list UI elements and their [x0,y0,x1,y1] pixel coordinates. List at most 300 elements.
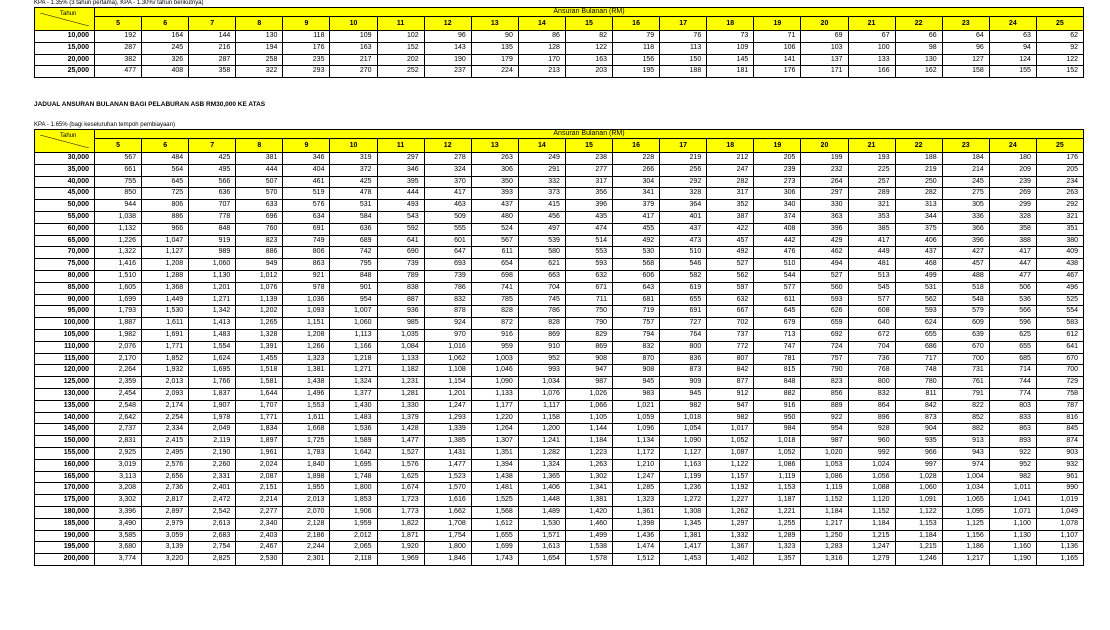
installment-cell: 205 [1036,164,1083,176]
installment-cell: 381 [236,153,283,165]
installment-cell: 322 [236,66,283,78]
year-header-cell: 23 [942,17,989,31]
year-header-cell: 7 [189,139,236,153]
installment-cell: 179 [471,54,518,66]
installment-cell: 670 [1036,353,1083,365]
amount-cell: 95,000 [35,306,95,318]
installment-cell: 193 [848,153,895,165]
installment-cell: 724 [801,341,848,353]
installment-cell: 566 [189,176,236,188]
installment-cell: 1,822 [377,518,424,530]
installment-cell: 190 [424,54,471,66]
amount-cell: 165,000 [35,471,95,483]
installment-cell: 554 [1036,306,1083,318]
year-header-cell: 6 [142,17,189,31]
installment-cell: 137 [801,54,848,66]
installment-cell: 1,041 [989,495,1036,507]
installment-cell: 750 [565,306,612,318]
year-header-cell: 17 [660,139,707,153]
installment-cell: 363 [801,211,848,223]
installment-cell: 510 [660,247,707,259]
table-row [35,294,1084,306]
installment-cell: 632 [707,294,754,306]
installment-cell: 1,049 [1036,506,1083,518]
installment-cell: 406 [895,235,942,247]
installment-cell: 291 [518,164,565,176]
table-row [35,318,1084,330]
installment-cell: 82 [565,31,612,43]
installment-cell: 1,088 [848,483,895,495]
installment-cell: 1,201 [189,282,236,294]
installment-cell: 3,396 [95,506,142,518]
installment-cell: 1,978 [189,412,236,424]
installment-cell: 966 [142,223,189,235]
amount-cell: 185,000 [35,518,95,530]
installment-cell: 1,184 [801,506,848,518]
installment-cell: 1,120 [848,495,895,507]
installment-cell: 1,250 [801,530,848,542]
installment-cell: 1,381 [660,530,707,542]
installment-cell: 1,431 [424,447,471,459]
installment-cell: 1,091 [895,495,942,507]
installment-cell: 155 [989,66,1036,78]
installment-cell: 1,307 [471,436,518,448]
installment-cell: 340 [754,200,801,212]
installment-cell: 1,496 [283,388,330,400]
installment-cell: 90 [471,31,518,43]
installment-cell: 737 [707,329,754,341]
installment-cell: 736 [848,353,895,365]
installment-cell: 823 [236,235,283,247]
installment-cell: 336 [942,211,989,223]
installment-cell: 1,438 [283,377,330,389]
installment-cell: 495 [189,164,236,176]
installment-cell: 480 [471,211,518,223]
installment-cell: 194 [236,42,283,54]
installment-cell: 2,013 [142,377,189,389]
table-row [35,471,1084,483]
installment-cell: 141 [754,54,801,66]
installment-cell: 1,793 [95,306,142,318]
installment-cell: 789 [377,270,424,282]
installment-cell: 1,453 [660,554,707,566]
installment-cell: 901 [330,282,377,294]
installment-cell: 545 [848,282,895,294]
installment-cell: 2,118 [330,554,377,566]
year-header-cell: 11 [377,139,424,153]
installment-cell: 457 [942,259,989,271]
installment-cell: 794 [613,329,660,341]
installment-cell: 845 [1036,424,1083,436]
installment-cell: 833 [989,412,1036,424]
installment-cell: 245 [142,42,189,54]
table-row [35,365,1084,377]
installment-cell: 691 [660,306,707,318]
installment-cell: 238 [565,153,612,165]
installment-cell: 1,133 [377,353,424,365]
year-header-cell: 13 [471,17,518,31]
installment-cell: 163 [330,42,377,54]
table-row [35,270,1084,282]
installment-cell: 949 [236,259,283,271]
installment-cell: 1,969 [377,554,424,566]
installment-cell: 2,024 [236,459,283,471]
installment-cell: 785 [471,294,518,306]
installment-cell: 212 [707,153,754,165]
installment-cell: 645 [142,176,189,188]
year-header-cell: 20 [801,139,848,153]
installment-cell: 702 [707,318,754,330]
installment-cell: 163 [565,54,612,66]
installment-cell: 908 [613,365,660,377]
installment-cell: 275 [942,188,989,200]
installment-cell: 593 [895,306,942,318]
installment-cell: 689 [330,235,377,247]
installment-cell: 2,174 [142,400,189,412]
installment-cell: 252 [377,66,424,78]
installment-cell: 1,127 [660,447,707,459]
installment-cell: 1,449 [142,294,189,306]
installment-cell: 2,401 [189,483,236,495]
installment-cell: 180 [989,153,1036,165]
installment-cell: 913 [942,436,989,448]
installment-cell: 1,130 [189,270,236,282]
installment-cell: 249 [518,153,565,165]
installment-cell: 232 [801,164,848,176]
installment-cell: 795 [330,259,377,271]
installment-cell: 1,202 [236,306,283,318]
installment-cell: 768 [848,365,895,377]
installment-cell: 353 [848,211,895,223]
installment-cell: 1,840 [283,459,330,471]
year-header-cell: 14 [518,17,565,31]
installment-cell: 739 [377,259,424,271]
installment-cell: 1,119 [801,483,848,495]
installment-cell: 321 [848,200,895,212]
installment-cell: 1,324 [518,459,565,471]
installment-cell: 904 [895,424,942,436]
installment-cell: 289 [848,188,895,200]
installment-cell: 1,773 [377,506,424,518]
installment-cell: 370 [424,176,471,188]
installment-cell: 1,328 [236,329,283,341]
installment-cell: 1,655 [471,530,518,542]
installment-cell: 461 [283,176,330,188]
installment-cell: 444 [377,188,424,200]
year-header-cell: 9 [283,17,330,31]
installment-cell: 611 [471,247,518,259]
installment-cell: 188 [660,66,707,78]
installment-cell: 786 [424,282,471,294]
installment-cell: 634 [283,211,330,223]
year-header-cell: 18 [707,139,754,153]
installment-cell: 606 [613,270,660,282]
installment-cell: 870 [613,353,660,365]
amount-cell: 100,000 [35,318,95,330]
installment-cell: 306 [754,188,801,200]
installment-cell: 932 [1036,459,1083,471]
installment-cell: 828 [471,306,518,318]
installment-cell: 118 [283,31,330,43]
installment-cell: 832 [613,341,660,353]
installment-cell: 1,215 [895,542,942,554]
installment-cell: 856 [801,388,848,400]
installment-cell: 184 [942,153,989,165]
installment-cell: 691 [283,223,330,235]
installment-cell: 164 [142,31,189,43]
installment-cell: 852 [942,412,989,424]
installment-cell: 1,053 [801,459,848,471]
installment-cell: 358 [189,66,236,78]
installment-cell: 530 [613,247,660,259]
installment-cell: 2,683 [189,530,236,542]
installment-cell: 106 [754,42,801,54]
installment-cell: 1,339 [424,424,471,436]
installment-cell: 577 [754,282,801,294]
installment-cell: 1,612 [471,518,518,530]
installment-cell: 387 [707,211,754,223]
installment-cell: 672 [848,329,895,341]
installment-cell: 228 [613,153,660,165]
installment-cell: 2,049 [189,424,236,436]
installment-cell: 282 [707,176,754,188]
installment-cell: 546 [660,259,707,271]
installment-cell: 704 [848,341,895,353]
installment-cell: 632 [565,270,612,282]
installment-cell: 903 [1036,447,1083,459]
installment-cell: 351 [1036,223,1083,235]
installment-cell: 1,800 [424,542,471,554]
installment-cell: 488 [942,270,989,282]
installment-cell: 507 [236,176,283,188]
installment-cell: 555 [424,223,471,235]
tahun-label: Tahun [60,132,77,139]
installment-cell: 350 [471,176,518,188]
installment-cell: 562 [707,270,754,282]
installment-cell: 909 [660,377,707,389]
installment-cell: 166 [848,66,895,78]
installment-cell: 1,783 [283,447,330,459]
installment-cell: 209 [989,164,1036,176]
installment-cell: 1,477 [424,459,471,471]
table1-caption: KPA - 1.35% (3 tahun pertama), KPA - 1.30%/ tahun berikutnya) [34,0,204,6]
installment-cell: 69 [801,31,848,43]
installment-cell: 1,156 [942,530,989,542]
installment-cell: 832 [848,388,895,400]
installment-cell: 162 [895,66,942,78]
installment-cell: 1,581 [236,377,283,389]
year-header-row [35,17,1084,31]
installment-cell: 408 [754,223,801,235]
installment-cell: 1,430 [330,400,377,412]
amount-cell: 20,000 [35,54,95,66]
installment-cell: 744 [989,377,1036,389]
installment-cell: 745 [518,294,565,306]
installment-cell: 1,086 [754,459,801,471]
installment-cell: 966 [895,447,942,459]
year-header-cell: 5 [95,17,142,31]
installment-cell: 2,831 [95,436,142,448]
installment-cell: 1,748 [330,471,377,483]
installment-cell: 764 [660,329,707,341]
year-header-cell: 12 [424,17,471,31]
installment-cell: 256 [660,164,707,176]
installment-cell: 257 [848,176,895,188]
installment-cell: 76 [660,31,707,43]
installment-cell: 1,398 [613,518,660,530]
installment-cell: 2,128 [283,518,330,530]
installment-cell: 435 [565,211,612,223]
installment-cell: 872 [471,318,518,330]
installment-cell: 103 [801,42,848,54]
installment-cell: 330 [801,200,848,212]
installment-cell: 1,578 [565,554,612,566]
installment-cell: 1,725 [283,436,330,448]
installment-cell: 352 [707,200,754,212]
installment-cell: 1,754 [424,530,471,542]
year-header-cell: 7 [189,17,236,31]
year-header-cell: 20 [801,17,848,31]
installment-cell: 944 [95,200,142,212]
installment-cell: 1,177 [471,400,518,412]
year-header-cell: 11 [377,17,424,31]
installment-cell: 978 [283,282,330,294]
installment-cell: 422 [707,223,754,235]
installment-cell: 1,024 [848,459,895,471]
amount-cell: 110,000 [35,341,95,353]
installment-cell: 1,955 [283,483,330,495]
table-row [35,259,1084,271]
installment-cell: 992 [848,447,895,459]
installment-cell: 214 [942,164,989,176]
installment-cell: 2,979 [142,518,189,530]
installment-cell: 1,379 [377,412,424,424]
installment-cell: 525 [1036,294,1083,306]
installment-cell: 1,323 [613,495,660,507]
installment-cell: 947 [565,365,612,377]
installment-cell: 544 [754,270,801,282]
installment-cell: 1,489 [518,506,565,518]
installment-cell: 408 [142,66,189,78]
installment-cell: 1,483 [330,412,377,424]
installment-cell: 1,236 [660,483,707,495]
installment-cell: 786 [518,306,565,318]
installment-cell: 379 [613,200,660,212]
installment-cell: 882 [942,424,989,436]
installment-cell: 2,530 [236,554,283,566]
installment-cell: 1,674 [377,483,424,495]
installment-cell: 1,568 [471,506,518,518]
installment-cell: 1,247 [613,471,660,483]
installment-cell: 1,060 [330,318,377,330]
table-row [35,400,1084,412]
table-row [35,31,1084,43]
installment-cell: 86 [518,31,565,43]
group-header: Ansuran Bulanan (RM) [95,8,1084,17]
installment-cell: 896 [848,412,895,424]
amount-cell: 35,000 [35,164,95,176]
installment-cell: 757 [613,318,660,330]
installment-cell: 1,852 [142,353,189,365]
table-row [35,235,1084,247]
installment-cell: 655 [989,341,1036,353]
installment-cell: 1,054 [660,424,707,436]
installment-cell: 811 [895,388,942,400]
installment-cell: 690 [377,247,424,259]
installment-cell: 791 [942,388,989,400]
installment-cell: 1,302 [565,471,612,483]
installment-cell: 886 [236,247,283,259]
installment-cell: 202 [377,54,424,66]
installment-cell: 1,920 [377,542,424,554]
installment-cell: 195 [613,66,660,78]
amount-cell: 175,000 [35,495,95,507]
installment-cell: 455 [613,223,660,235]
installment-cell: 409 [1036,247,1083,259]
installment-cell: 1,144 [565,424,612,436]
installment-cell: 188 [895,153,942,165]
installment-cell: 838 [377,282,424,294]
installment-cell: 237 [424,66,471,78]
installment-cell: 1,263 [565,459,612,471]
installment-cell: 1,743 [471,554,518,566]
group-header-row [35,130,1084,139]
installment-cell: 1,483 [189,329,236,341]
installment-cell: 713 [754,329,801,341]
installment-cell: 1,907 [189,400,236,412]
installment-cell: 1,266 [283,341,330,353]
installment-cell: 539 [518,235,565,247]
installment-cell: 170 [518,54,565,66]
installment-cell: 961 [1036,471,1083,483]
installment-cell: 463 [424,200,471,212]
installment-cell: 747 [754,341,801,353]
installment-cell: 829 [565,329,612,341]
installment-cell: 531 [895,282,942,294]
installment-cell: 989 [189,247,236,259]
installment-cell: 2,467 [236,542,283,554]
installment-cell: 564 [142,164,189,176]
installment-cell: 1,105 [565,412,612,424]
installment-cell: 1,012 [236,270,283,282]
installment-cell: 952 [989,459,1036,471]
installment-cell: 1,285 [613,483,660,495]
installment-cell: 113 [660,42,707,54]
year-header-row [35,139,1084,153]
installment-cell: 492 [613,235,660,247]
installment-cell: 910 [518,341,565,353]
year-header-cell: 5 [95,139,142,153]
installment-cell: 396 [942,235,989,247]
installment-cell: 685 [989,353,1036,365]
installment-cell: 417 [989,247,1036,259]
installment-cell: 1,136 [1036,542,1083,554]
installment-cell: 496 [1036,282,1083,294]
installment-cell: 1,152 [848,506,895,518]
amount-cell: 50,000 [35,200,95,212]
installment-cell: 364 [660,200,707,212]
installment-cell: 239 [754,164,801,176]
installment-cell: 2,754 [189,542,236,554]
amount-cell: 60,000 [35,223,95,235]
installment-cell: 954 [330,294,377,306]
installment-cell: 636 [330,223,377,235]
amount-cell: 105,000 [35,329,95,341]
installment-cell: 1,570 [424,483,471,495]
installment-cell: 282 [895,188,942,200]
installment-cell: 936 [377,306,424,318]
year-header-cell: 8 [236,17,283,31]
